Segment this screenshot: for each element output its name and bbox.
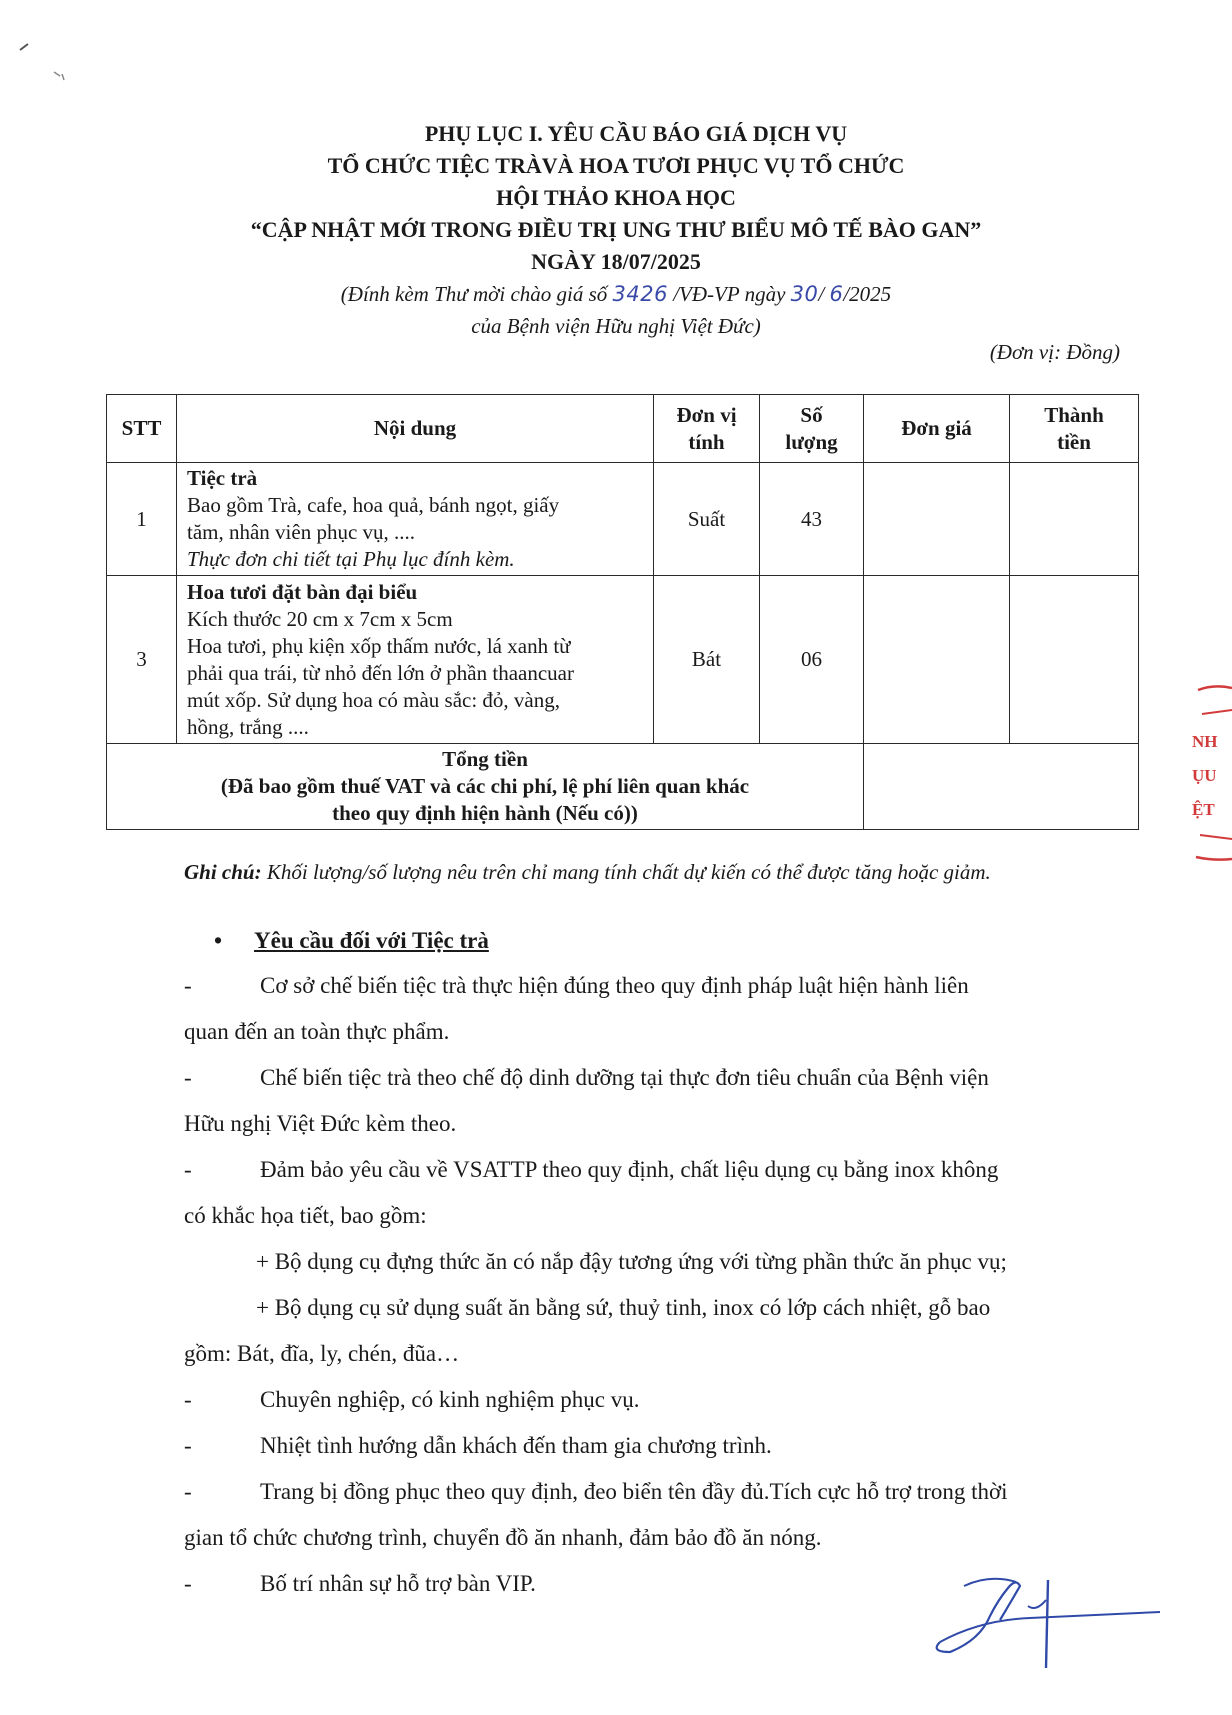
item-title: Tiệc trà xyxy=(187,466,258,490)
quote-table xyxy=(106,394,1139,830)
col-header-content: Nội dung xyxy=(177,395,654,463)
subtitle-sep: / xyxy=(818,282,830,306)
item-note: Thực đơn chi tiết tại Phụ lục đính kèm. xyxy=(187,547,515,571)
item-line: Bao gồm Trà, cafe, hoa quả, bánh ngọt, giấy xyxy=(187,493,560,517)
dash-bullet: - xyxy=(184,1065,192,1090)
col-header-unit-l2: tính xyxy=(688,429,725,454)
row-total xyxy=(1010,576,1139,744)
requirement-item xyxy=(184,1377,1130,1423)
requirement-text-cont: quan đến an toàn thực phẩm. xyxy=(184,1019,450,1044)
header-line-1: PHỤ LỤC I. YÊU CẦU BÁO GIÁ DỊCH VỤ xyxy=(424,121,848,146)
item-line: Kích thước 20 cm x 7cm x 5cm xyxy=(187,606,453,631)
col-header-price: Đơn giá xyxy=(864,395,1010,463)
table-header-row xyxy=(107,395,1139,463)
dash-bullet: - xyxy=(184,1433,192,1458)
row-total xyxy=(1010,463,1139,576)
total-label: Tổng tiền xyxy=(442,747,528,771)
row-qty: 43 xyxy=(760,463,864,576)
requirements-body xyxy=(184,963,1130,1607)
subitem-text-cont: gồm: Bát, đĩa, ly, chén, đũa… xyxy=(184,1341,460,1366)
header-line-5: NGÀY 18/07/2025 xyxy=(531,249,701,274)
section-heading xyxy=(214,928,489,954)
col-header-unit xyxy=(654,395,760,463)
scan-mark-icon xyxy=(14,36,74,96)
row-stt: 1 xyxy=(107,463,177,576)
subitem-text: + Bộ dụng cụ đựng thức ăn có nắp đậy tương ứng với từng phần thức ăn phục vụ; xyxy=(256,1249,1007,1274)
stamp-border-icon xyxy=(1192,827,1232,867)
requirement-subitem xyxy=(184,1239,1130,1285)
requirement-text: Bố trí nhân sự hỗ trợ bàn VIP. xyxy=(260,1571,536,1596)
requirement-text: Chuyên nghiệp, có kinh nghiệm phục vụ. xyxy=(260,1387,640,1412)
col-header-total xyxy=(1010,395,1139,463)
total-detail-1: (Đã bao gồm thuế VAT và các chi phí, lệ phí liên quan khác xyxy=(220,774,750,798)
row-content xyxy=(177,576,654,744)
subtitle-line-1 xyxy=(0,282,1232,307)
letter-number: 3426 xyxy=(612,282,668,306)
requirement-text: Chế biến tiệc trà theo chế độ dinh dưỡng tại thực đơn tiêu chuẩn của Bệnh viện xyxy=(260,1065,989,1090)
note-line xyxy=(184,860,991,885)
stamp-text-2: ỤU xyxy=(1192,766,1217,785)
requirement-item xyxy=(184,1423,1130,1469)
requirement-item xyxy=(184,1469,1130,1561)
requirement-text: Nhiệt tình hướng dẫn khách đến tham gia chương trình. xyxy=(260,1433,772,1458)
subtitle-line-2: của Bệnh viện Hữu nghị Việt Đức) xyxy=(471,314,761,338)
signature-icon xyxy=(920,1560,1170,1670)
requirement-text: Đảm bảo yêu cầu về VSATTP theo quy định, chất liệu dụng cụ bằng inox không xyxy=(260,1157,999,1182)
requirement-text: Cơ sở chế biến tiệc trà thực hiện đúng theo quy định pháp luật hiện hành liên xyxy=(260,973,969,998)
letter-day: 30 xyxy=(790,282,819,306)
table-total-row xyxy=(107,744,1139,830)
red-stamp-fragment xyxy=(1192,680,1232,900)
dash-bullet: - xyxy=(184,1479,192,1504)
total-label-cell xyxy=(107,744,864,830)
dash-bullet: - xyxy=(184,1571,192,1596)
item-line: mút xốp. Sử dụng hoa có màu sắc: đỏ, vàng, xyxy=(187,687,560,712)
requirement-item xyxy=(184,963,1130,1055)
requirement-text-cont: Hữu nghị Việt Đức kèm theo. xyxy=(184,1111,457,1136)
section-title: Yêu cầu đối với Tiệc trà xyxy=(254,928,489,953)
subtitle-year: /2025 xyxy=(843,282,892,306)
dash-bullet: - xyxy=(184,1157,192,1182)
table-row xyxy=(107,576,1139,744)
item-line: phải qua trái, từ nhỏ đến lớn ở phần thaancuar xyxy=(187,660,574,685)
col-header-qty-l2: lượng xyxy=(785,429,838,454)
row-price xyxy=(864,463,1010,576)
header-line-3: HỘI THẢO KHOA HỌC xyxy=(496,185,736,210)
note-text: Khối lượng/số lượng nêu trên chỉ mang tính chất dự kiến có thể được tăng hoặc giảm. xyxy=(261,860,991,884)
subtitle-prefix: (Đính kèm Thư mời chào giá số xyxy=(340,282,613,306)
row-price xyxy=(864,576,1010,744)
requirement-subitem xyxy=(184,1285,1130,1377)
note-label: Ghi chú: xyxy=(184,860,262,884)
col-header-total-l1: Thành xyxy=(1044,402,1104,427)
stamp-border-icon xyxy=(1192,680,1232,720)
requirement-text-cont: có khắc họa tiết, bao gồm: xyxy=(184,1203,427,1228)
requirement-text: Trang bị đồng phục theo quy định, đeo biển tên đầy đủ.Tích cực hỗ trợ trong thời xyxy=(260,1479,1008,1504)
dash-bullet: - xyxy=(184,1387,192,1412)
row-content xyxy=(177,463,654,576)
item-title: Hoa tươi đặt bàn đại biểu xyxy=(187,579,418,604)
bullet-icon: • xyxy=(214,928,223,953)
col-header-qty xyxy=(760,395,864,463)
col-header-total-l2: tiền xyxy=(1057,429,1091,454)
col-header-unit-l1: Đơn vị xyxy=(676,402,737,427)
row-qty: 06 xyxy=(760,576,864,744)
document-header xyxy=(0,118,1232,278)
row-stt: 3 xyxy=(107,576,177,744)
subitem-text: + Bộ dụng cụ sử dụng suất ăn bằng sứ, thuỷ tinh, inox có lớp cách nhiệt, gỗ bao xyxy=(256,1295,991,1320)
item-line: Hoa tươi, phụ kiện xốp thấm nước, lá xanh từ xyxy=(187,633,571,658)
stamp-text-3: ỆT xyxy=(1192,800,1215,819)
item-line: hồng, trắng .... xyxy=(187,714,309,739)
letter-month: 6 xyxy=(829,282,844,306)
subtitle-middle: /VĐ-VP ngày xyxy=(667,282,791,306)
dash-bullet: - xyxy=(184,973,192,998)
item-line: tăm, nhân viên phục vụ, .... xyxy=(187,520,416,544)
col-header-stt: STT xyxy=(107,395,177,463)
row-unit: Suất xyxy=(654,463,760,576)
requirement-text-cont: gian tổ chức chương trình, chuyển đồ ăn nhanh, đảm bảo đồ ăn nóng. xyxy=(184,1525,822,1550)
row-unit: Bát xyxy=(654,576,760,744)
col-header-qty-l1: Số xyxy=(800,402,823,427)
table-row xyxy=(107,463,1139,576)
requirement-item xyxy=(184,1147,1130,1239)
header-line-2: TỔ CHỨC TIỆC TRÀVÀ HOA TƯƠI PHỤC VỤ TỔ CHỨC xyxy=(327,153,905,178)
requirement-item xyxy=(184,1055,1130,1147)
stamp-text-1: NH xyxy=(1192,732,1218,751)
total-value-cell xyxy=(864,744,1139,830)
unit-note: (Đơn vị: Đồng) xyxy=(989,340,1120,364)
header-line-4: “CẬP NHẬT MỚI TRONG ĐIỀU TRỊ UNG THƯ BIỂU MÔ TẾ BÀO GAN” xyxy=(250,217,982,242)
total-detail-2: theo quy định hiện hành (Nếu có)) xyxy=(332,801,638,825)
